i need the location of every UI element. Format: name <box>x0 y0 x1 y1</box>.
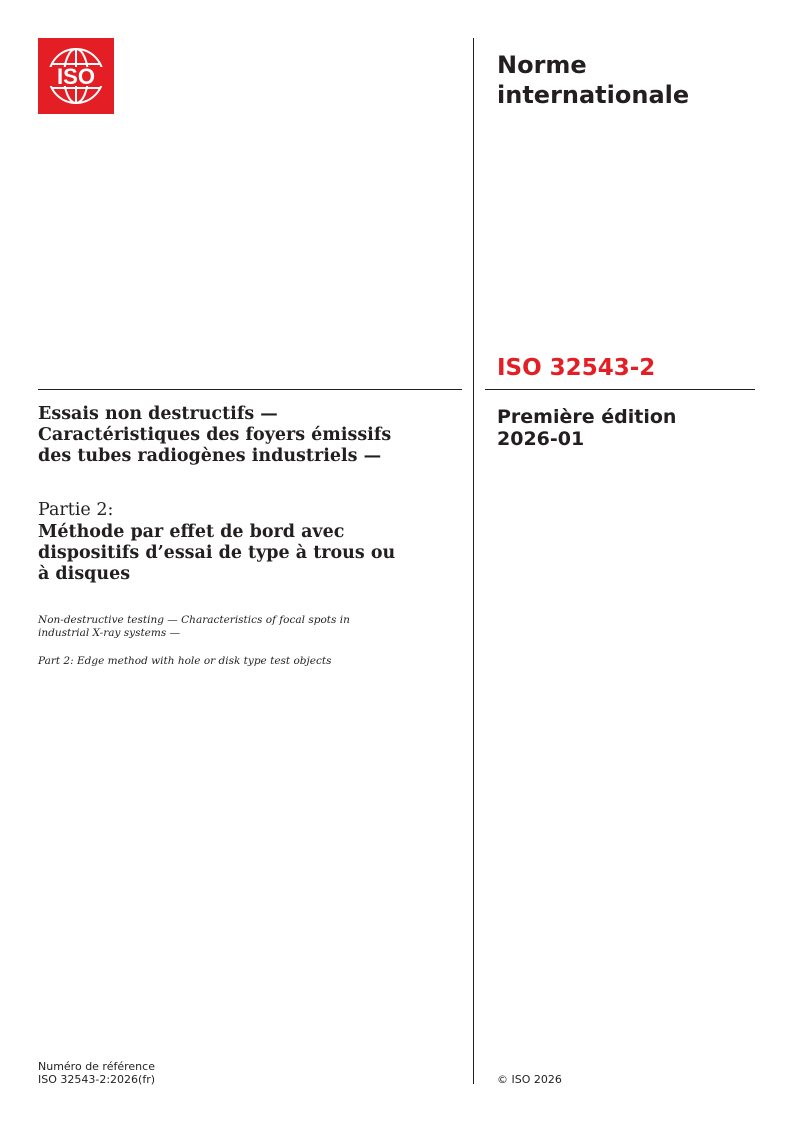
part-title-line: dispositifs d’essai de type à trous ou <box>38 543 396 563</box>
part-title-line: à disques <box>38 564 131 584</box>
english-title-line: industrial X-ray systems — <box>38 626 181 639</box>
document-type <box>497 50 757 110</box>
english-main-title <box>38 614 438 639</box>
french-part-title <box>38 522 458 585</box>
edition-info <box>497 406 676 450</box>
iso-logo-text: ISO <box>57 64 95 89</box>
iso-logo <box>38 38 114 114</box>
edition-date: 2026-01 <box>497 428 585 450</box>
reference-number: ISO 32543-2:2026(fr) <box>38 1073 156 1086</box>
edition-label: Première édition <box>497 406 677 428</box>
french-part-label: Partie 2: <box>38 500 114 520</box>
reference-label: Numéro de référence <box>38 1060 155 1073</box>
iso-globe-logo-icon <box>38 38 114 114</box>
right-horizontal-rule <box>485 389 755 390</box>
english-title-line: Non-destructive testing — Characteristics of focal spots in <box>38 614 350 626</box>
standard-number: ISO 32543-2 <box>497 355 656 381</box>
part-title-line: Méthode par effet de bord avec <box>38 522 345 542</box>
title-line: Caractéristiques des foyers émissifs <box>38 425 392 445</box>
french-main-title <box>38 404 458 467</box>
title-line: Essais non destructifs — <box>38 404 278 424</box>
title-line: des tubes radiogènes industriels — <box>38 446 382 466</box>
copyright-notice: © ISO 2026 <box>497 1073 562 1086</box>
document-type-line: internationale <box>497 81 690 109</box>
english-part-title: Part 2: Edge method with hole or disk type test objects <box>38 655 332 667</box>
left-horizontal-rule <box>38 389 462 390</box>
document-type-line: Norme <box>497 51 587 79</box>
vertical-divider <box>473 38 474 1084</box>
